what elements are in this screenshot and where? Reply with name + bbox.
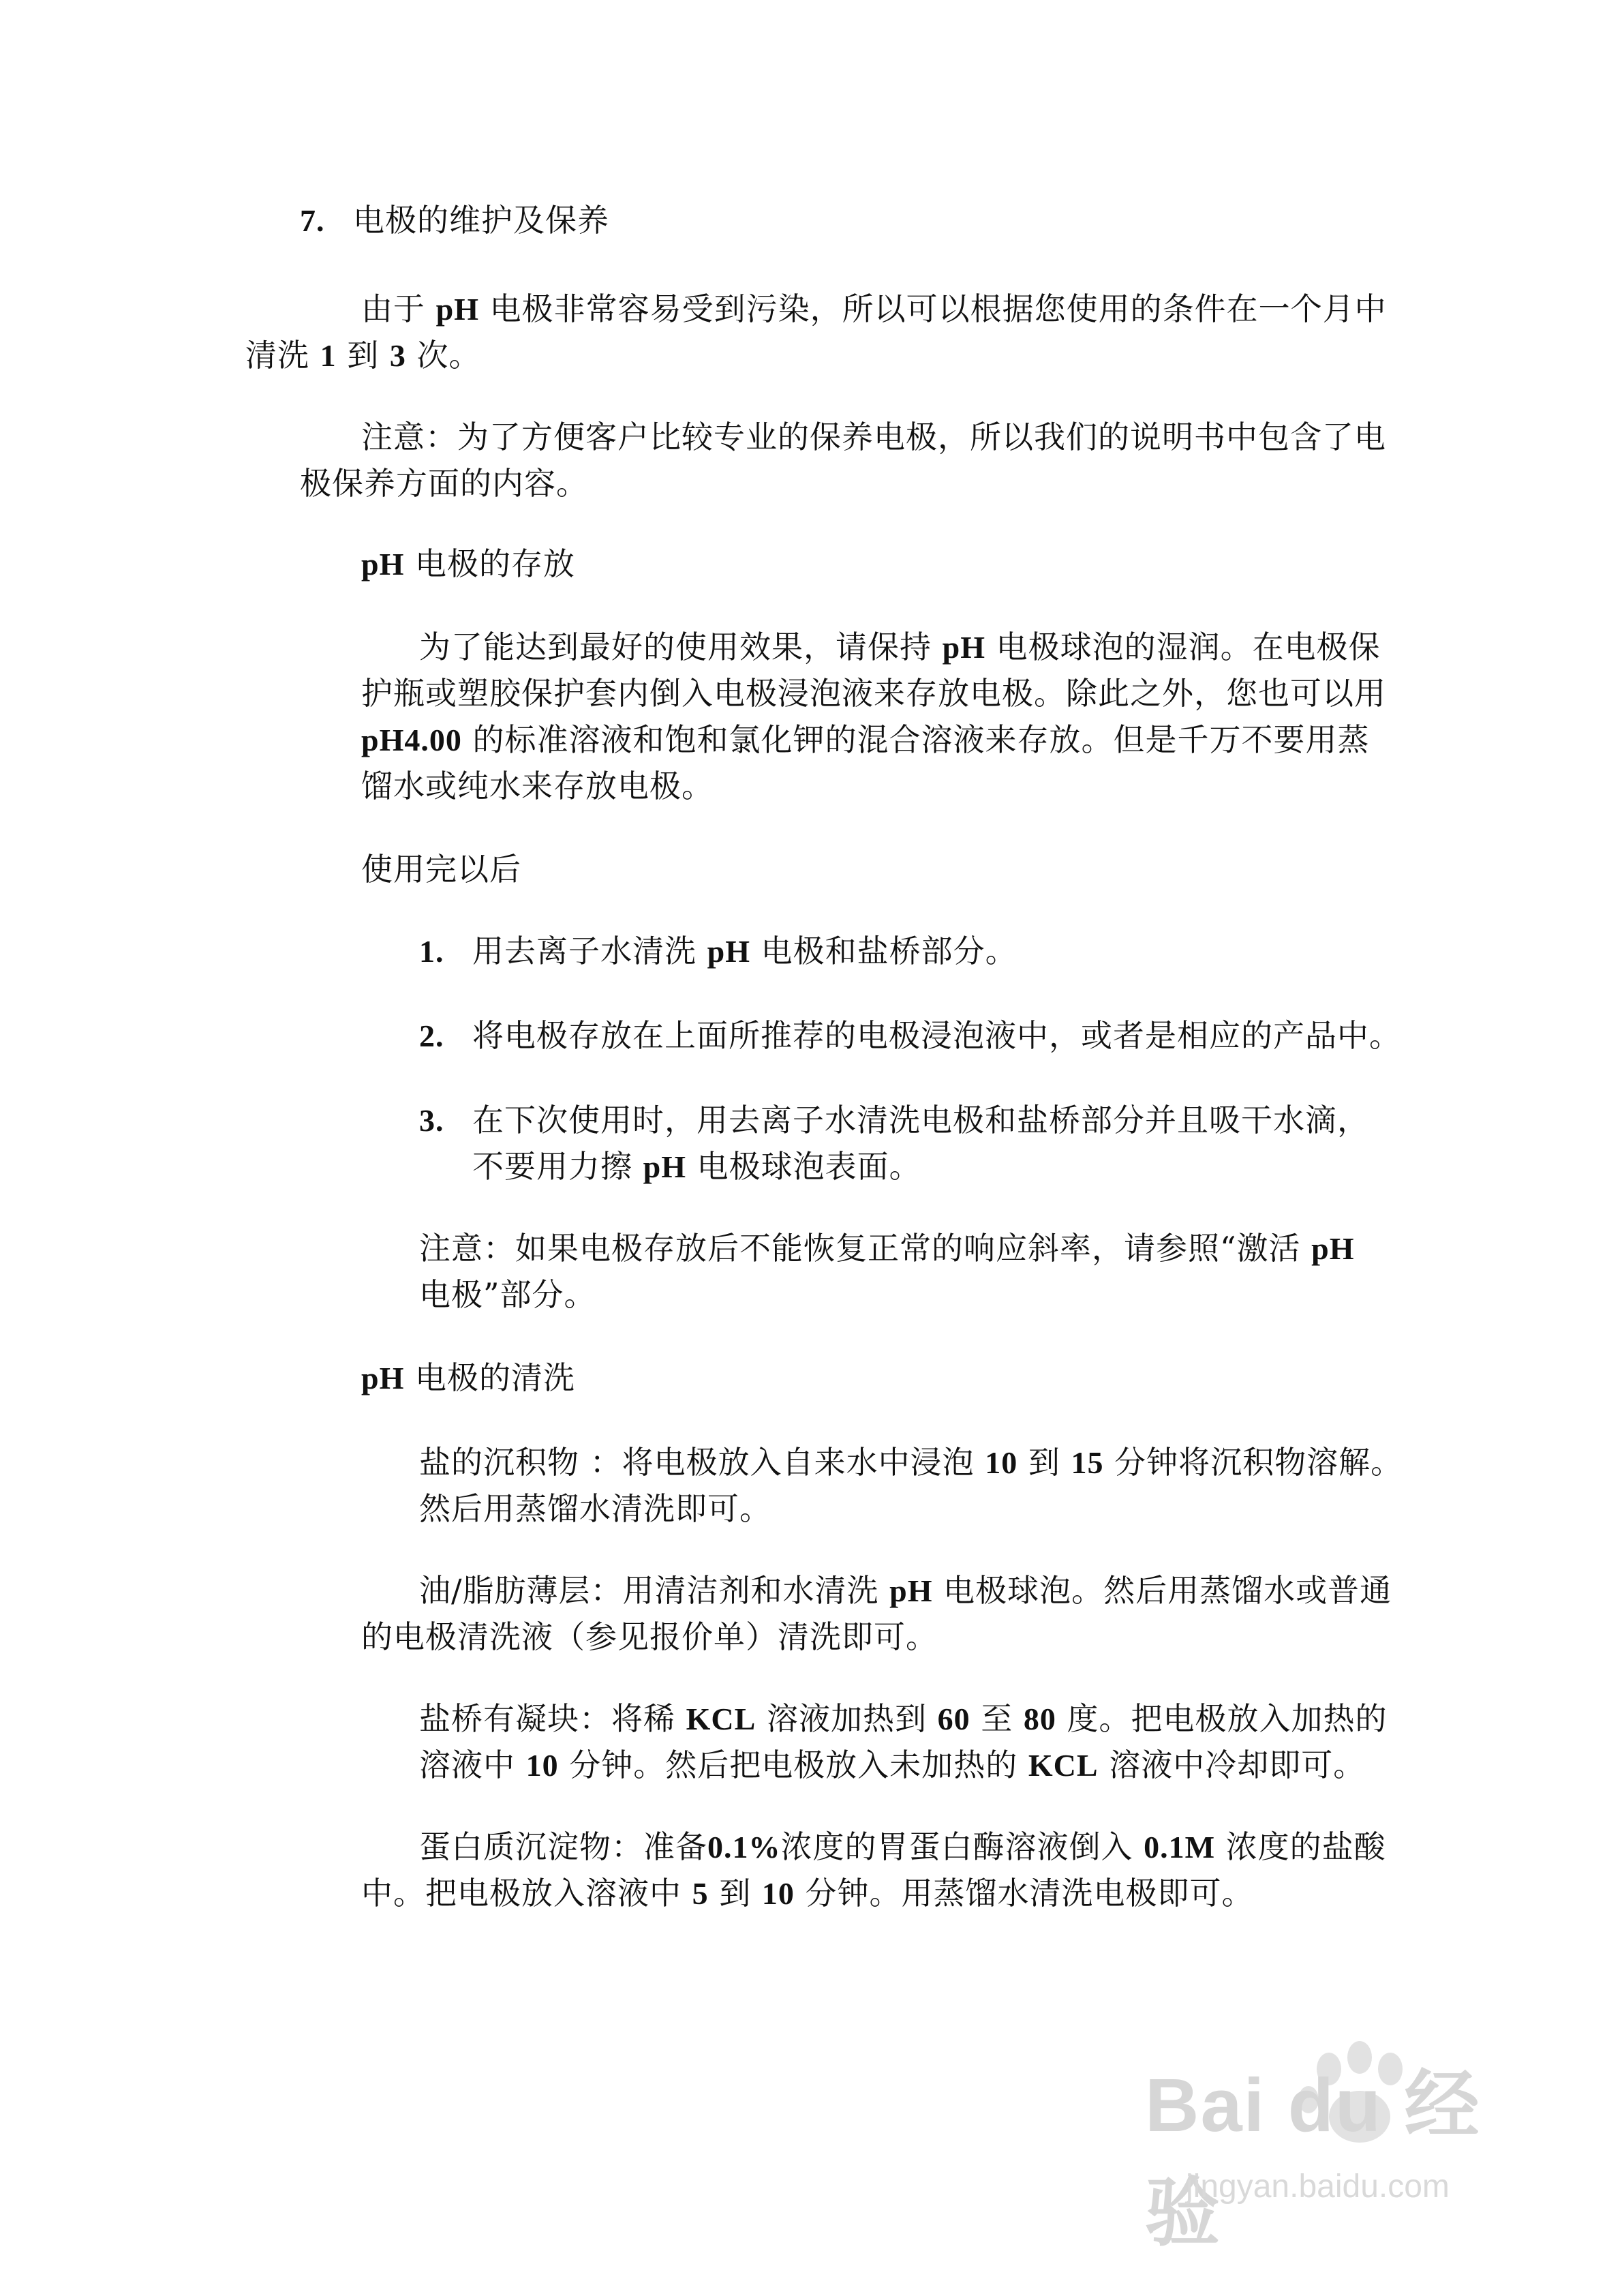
oil-line-2: 的电极清洗液（参见报价单）清洗即可。 xyxy=(361,1618,938,1655)
text: 溶液中冷却即可。 xyxy=(1109,1747,1366,1783)
text: 分钟将沉积物溶解。 xyxy=(1114,1444,1403,1481)
number: 3 xyxy=(389,338,406,373)
storage-title xyxy=(361,540,575,588)
text: 分钟。用蒸馏水清洗电极即可。 xyxy=(805,1875,1254,1912)
after-note-line-1 xyxy=(419,1224,1355,1273)
text: 电极和盐桥部分。 xyxy=(761,933,1017,969)
text: 溶液中 xyxy=(419,1747,515,1783)
text: 用去离子水清洗 xyxy=(472,933,697,969)
watermark-url: jingyan.baidu.com xyxy=(1186,2169,1450,2205)
text: 为了能达到最好的使用效果，请保持 xyxy=(419,629,932,665)
text: 的标准溶液和饱和氯化钾的混合溶液来存放。但是千万不要用蒸 xyxy=(472,721,1370,758)
number: 0.1% xyxy=(707,1830,781,1864)
salt-line-1 xyxy=(419,1438,1403,1487)
number: 10 xyxy=(525,1748,559,1783)
section-heading xyxy=(300,196,609,245)
ph-term: pH xyxy=(361,547,405,581)
number: 1 xyxy=(320,338,337,373)
ph-term: pH xyxy=(942,630,985,665)
text: 电极非常容易受到污染，所以可以根据您使用的条件在一个月中 xyxy=(489,290,1387,327)
storage-line-3 xyxy=(361,716,1370,764)
storage-line-1 xyxy=(419,623,1381,671)
watermark-logo: Bai du 经验 xyxy=(1145,2064,1481,2255)
text: 盐桥有凝块：将稀 xyxy=(419,1700,675,1737)
text: 到 xyxy=(719,1875,752,1912)
number: 60 xyxy=(937,1702,970,1736)
text: 注意：如果电极存放后不能恢复正常的响应斜率，请参照“激活 xyxy=(419,1230,1301,1267)
text: 电极球泡的湿润。在电极保 xyxy=(996,629,1381,665)
list-item xyxy=(419,1012,1401,1060)
text: 不要用力擦 xyxy=(472,1148,632,1185)
list-item-continued xyxy=(472,1143,921,1191)
text: 分钟。然后把电极放入未加热的 xyxy=(569,1747,1018,1783)
intro-line-1 xyxy=(361,285,1387,333)
text: 浓度的胃蛋白酶溶液倒入 xyxy=(780,1828,1133,1865)
text: 度。把电极放入加热的 xyxy=(1067,1700,1388,1737)
protein-line-1 xyxy=(419,1823,1386,1871)
list-item xyxy=(419,1096,1369,1145)
after-note-line-2: 电极”部分。 xyxy=(419,1276,596,1313)
number: 0.1M xyxy=(1144,1830,1216,1864)
number: 5 xyxy=(692,1876,709,1911)
text: 次。 xyxy=(416,337,481,374)
text: 电极的清洗 xyxy=(415,1359,575,1396)
text: 盐的沉积物 ：将电极放入自来水中浸泡 xyxy=(419,1444,975,1481)
text: 到 xyxy=(347,337,380,374)
note1-line-2: 极保养方面的内容。 xyxy=(300,465,588,502)
storage-line-4: 馏水或纯水来存放电极。 xyxy=(361,768,714,804)
text: 到 xyxy=(1028,1444,1060,1481)
ph-term: pH xyxy=(707,934,750,969)
kcl-term: KCL xyxy=(686,1702,756,1736)
storage-line-2: 护瓶或塑胶保护套内倒入电极浸泡液来存放电极。除此之外，您也可以用 xyxy=(361,675,1386,712)
list-number: 2. xyxy=(419,1018,444,1053)
text: 在下次使用时，用去离子水清洗电极和盐桥部分并且吸干水滴， xyxy=(472,1102,1369,1138)
number: 10 xyxy=(985,1445,1018,1480)
after-title: 使用完以后 xyxy=(361,851,521,888)
ph-term: pH xyxy=(1311,1231,1355,1266)
bridge-line-1 xyxy=(419,1695,1387,1743)
ph-term: pH xyxy=(889,1573,933,1608)
list-number: 3. xyxy=(419,1103,444,1138)
list-item xyxy=(419,927,1017,976)
text: 中。把电极放入溶液中 xyxy=(361,1875,682,1912)
number: 15 xyxy=(1071,1445,1104,1480)
text: 浓度的盐酸 xyxy=(1225,1828,1386,1865)
cleaning-title xyxy=(361,1354,575,1402)
note1-line-1: 注意：为了方便客户比较专业的保养电极，所以我们的说明书中包含了电 xyxy=(361,419,1386,455)
kcl-term: KCL xyxy=(1028,1748,1099,1783)
ph-term: pH xyxy=(361,1361,405,1395)
text: 至 xyxy=(981,1700,1013,1737)
intro-line-2 xyxy=(245,331,481,380)
oil-line-1 xyxy=(419,1567,1392,1615)
number: 10 xyxy=(761,1876,795,1911)
text: 电极球泡。然后用蒸馏水或普通 xyxy=(943,1572,1392,1609)
ph-term: pH4.00 xyxy=(361,723,462,757)
text: 电极球泡表面。 xyxy=(697,1148,921,1185)
text: 电极的存放 xyxy=(415,545,575,582)
text: 将电极存放在上面所推荐的电极浸泡液中，或者是相应的产品中。 xyxy=(472,1017,1401,1054)
section-title: 电极的维护及保养 xyxy=(353,202,609,239)
bridge-line-2 xyxy=(419,1741,1365,1789)
ph-term: pH xyxy=(435,292,479,327)
number: 80 xyxy=(1023,1702,1056,1736)
text: 由于 xyxy=(361,290,425,327)
text: 溶液加热到 xyxy=(766,1700,927,1737)
list-number: 1. xyxy=(419,934,444,969)
protein-line-2 xyxy=(361,1869,1254,1918)
ph-term: pH xyxy=(643,1149,686,1184)
text: 油/脂肪薄层：用清洁剂和水清洗 xyxy=(419,1572,879,1609)
text: 蛋白质沉淀物：准备 xyxy=(419,1828,707,1865)
baidu-jingyan-watermark xyxy=(1145,2045,1499,2255)
text: 清洗 xyxy=(245,337,309,374)
salt-line-2: 然后用蒸馏水清洗即可。 xyxy=(419,1490,771,1527)
section-number: 7. xyxy=(300,203,325,238)
